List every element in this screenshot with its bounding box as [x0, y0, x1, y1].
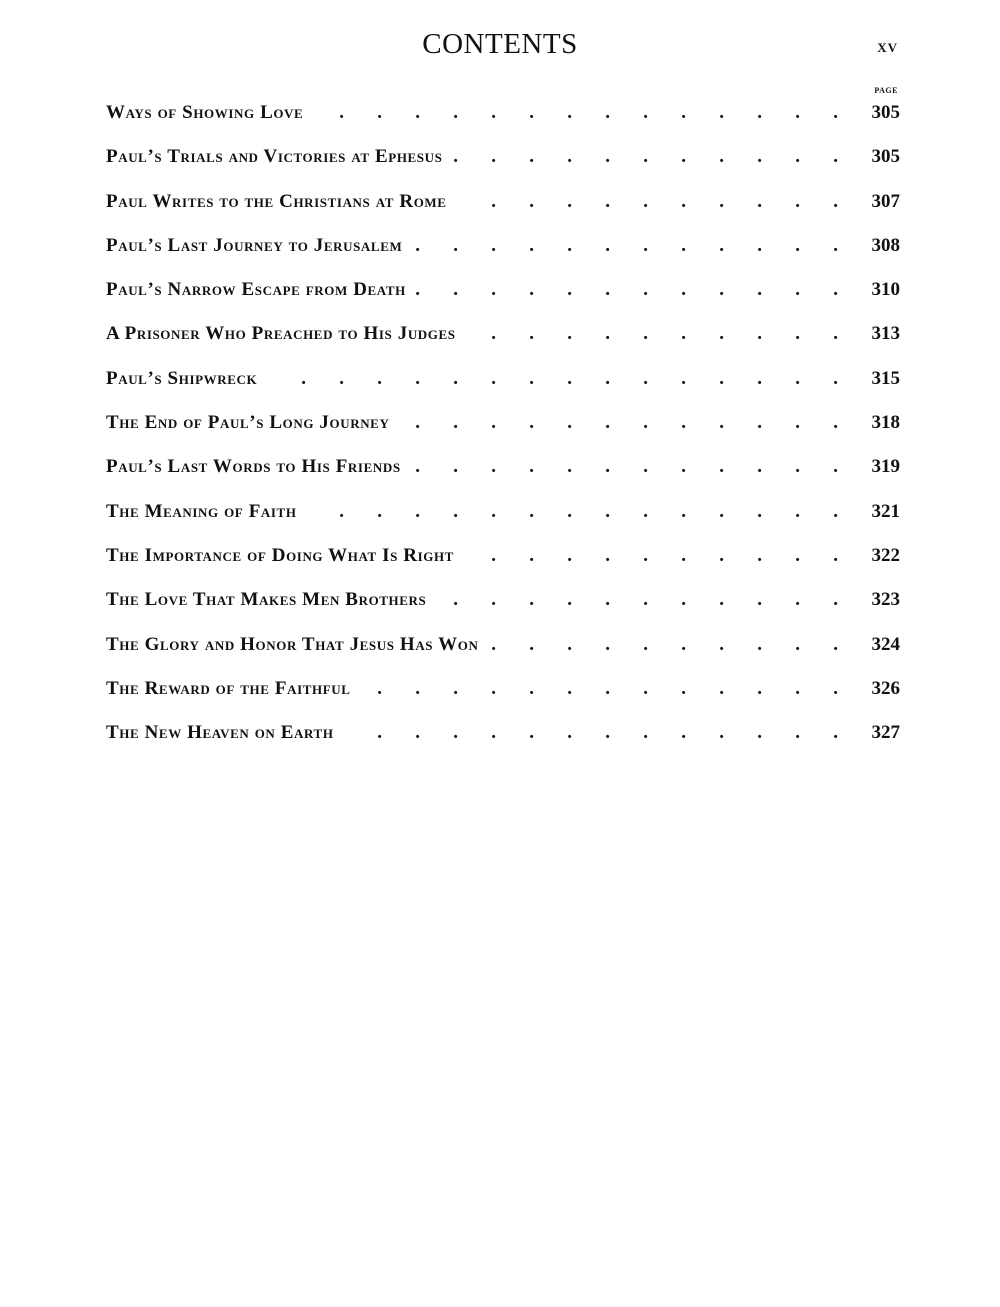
toc-entry-page: 310 — [871, 279, 900, 301]
table-of-contents — [106, 96, 900, 760]
toc-entry — [106, 583, 900, 627]
toc-entry-title: Paul Writes to the Christians at Rome — [106, 185, 457, 219]
toc-dot-leader — [361, 672, 864, 706]
toc-entry-page: 326 — [871, 677, 900, 699]
toc-entry-title: The Glory and Honor That Jesus Has Won — [106, 628, 488, 662]
toc-entry — [106, 273, 900, 317]
toc-entry-page: 319 — [871, 456, 900, 478]
toc-dot-leader — [307, 495, 864, 529]
toc-entry-page: 313 — [871, 323, 900, 345]
toc-entry-page: 315 — [871, 367, 900, 389]
toc-entry — [106, 185, 900, 229]
toc-entry-title: Paul’s Narrow Escape from Death — [106, 273, 416, 307]
toc-dot-leader — [466, 317, 864, 351]
page-title: CONTENTS — [422, 28, 578, 60]
toc-entry — [106, 229, 900, 273]
toc-entry-title: The Love That Makes Men Brothers — [106, 583, 436, 617]
toc-dot-leader — [313, 96, 864, 130]
toc-entry-title: The Importance of Doing What Is Right — [106, 539, 464, 573]
toc-entry-page: 321 — [871, 500, 900, 522]
toc-dot-leader — [412, 229, 864, 263]
toc-entry — [106, 450, 900, 494]
page-column-label: PAGE — [874, 86, 898, 95]
toc-dot-leader — [452, 140, 864, 174]
toc-dot-leader — [411, 450, 864, 484]
toc-entry — [106, 96, 900, 140]
toc-entry-page: 305 — [871, 102, 900, 123]
toc-entry-page: 307 — [871, 190, 900, 212]
toc-entry-title: The New Heaven on Earth — [106, 716, 344, 750]
toc-entry-title: A Prisoner Who Preached to His Judges — [106, 317, 466, 351]
toc-entry-page: 323 — [871, 589, 900, 611]
toc-entry-title: Paul’s Trials and Victories at Ephesus — [106, 140, 452, 174]
toc-entry-title: The Meaning of Faith — [106, 495, 307, 529]
toc-entry — [106, 539, 900, 583]
toc-entry — [106, 672, 900, 716]
toc-entry — [106, 362, 900, 406]
toc-entry-page: 327 — [871, 722, 900, 744]
toc-entry-page: 305 — [871, 146, 900, 168]
toc-entry — [106, 495, 900, 539]
toc-entry — [106, 406, 900, 450]
toc-entry-title: Ways of Showing Love — [106, 96, 313, 130]
page-number: xv — [877, 36, 898, 56]
toc-entry-page: 324 — [871, 633, 900, 655]
toc-entry-page: 318 — [871, 412, 900, 434]
toc-dot-leader — [464, 539, 864, 573]
toc-entry-title: The Reward of the Faithful — [106, 672, 361, 706]
toc-entry-title: Paul’s Last Journey to Jerusalem — [106, 229, 412, 263]
toc-entry-title: The End of Paul’s Long Journey — [106, 406, 399, 440]
toc-dot-leader — [344, 716, 864, 750]
toc-dot-leader — [488, 628, 864, 662]
toc-entry — [106, 317, 900, 361]
toc-entry-title: Paul’s Last Words to His Friends — [106, 450, 411, 484]
toc-dot-leader — [399, 406, 864, 440]
toc-entry — [106, 716, 900, 760]
toc-entry-page: 308 — [871, 234, 900, 256]
toc-entry — [106, 628, 900, 672]
toc-entry-title: Paul’s Shipwreck — [106, 362, 267, 396]
toc-dot-leader — [416, 273, 864, 307]
toc-entry — [106, 140, 900, 184]
toc-dot-leader — [457, 185, 864, 219]
toc-dot-leader — [436, 583, 864, 617]
toc-dot-leader — [267, 362, 864, 396]
toc-entry-page: 322 — [871, 544, 900, 566]
